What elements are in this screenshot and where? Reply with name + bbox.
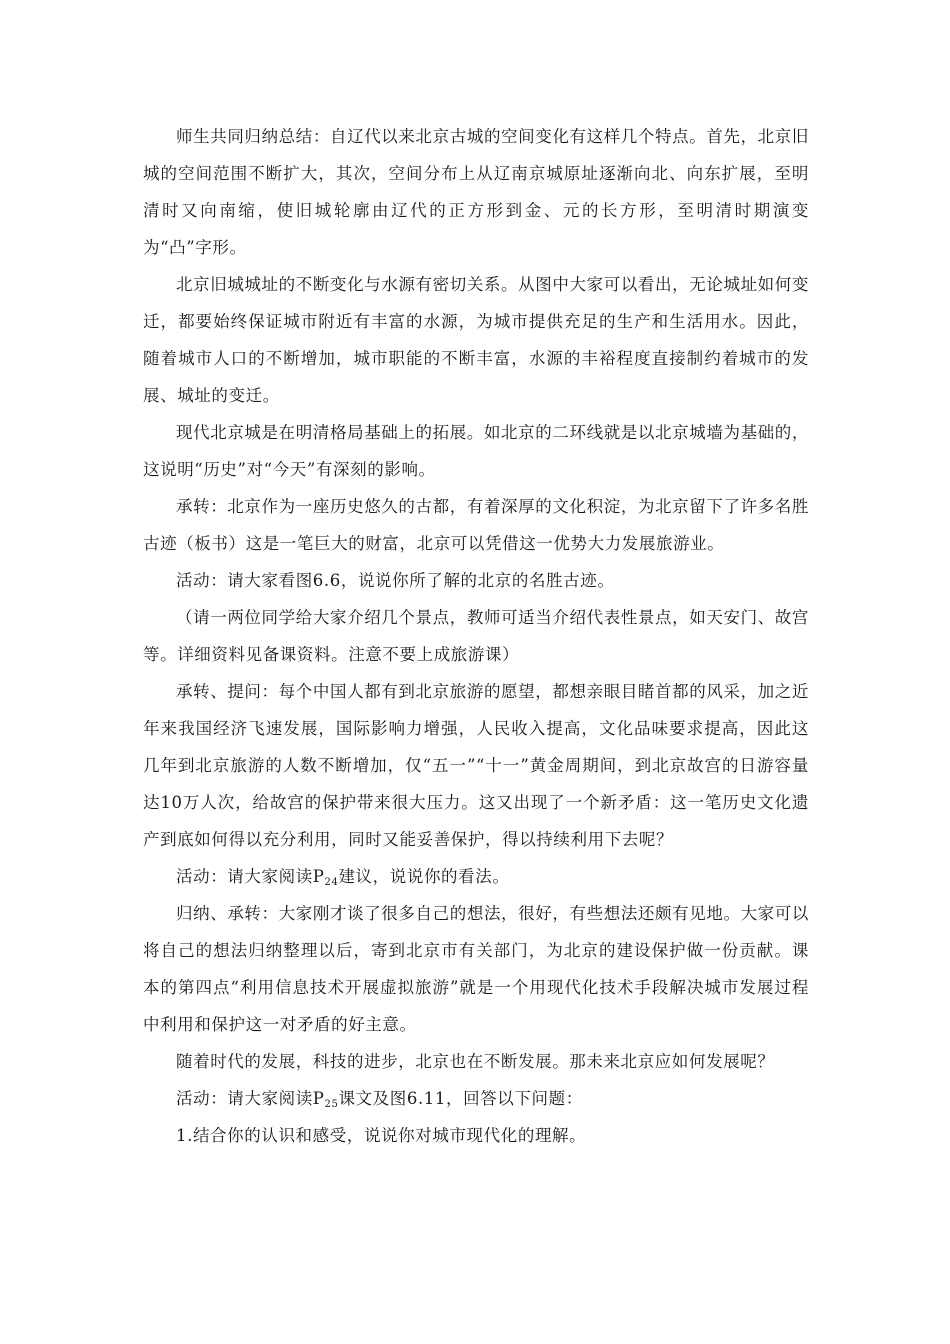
paragraph-question-1: 1.结合你的认识和感受，说说你对城市现代化的理解。	[176, 1126, 587, 1145]
page-ref-25: 25	[324, 1099, 339, 1110]
paragraph-summary: 师生共同归纳总结：自辽代以来北京古城的空间变化有这样几个特点。首先，北京旧城的空间范围不断扩大，其次，空间分布上从辽南京城原址逐渐向北、向东扩展，至明清时又向南缩，使旧城轮廓由辽代的正方形到金、元的长方形，至明清时期演变为“凸”字形。	[143, 127, 809, 257]
activity-p24-suffix: 建议，说说你的看法。	[338, 867, 510, 886]
paragraph-tourism-question: 承转、提问：每个中国人都有到北京旅游的愿望，都想亲眼目睹首都的风采，加之近年来我国经济飞速发展，国际影响力增强，人民收入提高，文化品味要求提高，因此这几年到北京旅游的人数不断增加，仅“五一”“十一”黄金周期间，到北京故宫的日游容量达10万人次，给故宫的保护带来很大压力。这又出现了一个新矛盾：这一笔历史文化遗产到底如何得以充分利用，同时又能妥善保护，得以持续利用下去呢？	[143, 682, 809, 849]
document-body	[143, 118, 809, 1154]
paragraph-teacher-note: （请一两位同学给大家介绍几个景点，教师可适当介绍代表性景点，如天安门、故宫等。详细资料见备课资料。注意不要上成旅游课）	[143, 608, 809, 664]
activity-p24-prefix: 活动：请大家阅读P	[176, 867, 325, 886]
paragraph-future: 随着时代的发展，科技的进步，北京也在不断发展。那未来北京应如何发展呢？	[176, 1052, 775, 1071]
activity-p25-prefix: 活动：请大家阅读P	[176, 1089, 325, 1108]
page-ref-24: 24	[324, 877, 339, 888]
paragraph-water-source: 北京旧城城址的不断变化与水源有密切关系。从图中大家可以看出，无论城址如何变迁，都要始终保证城市附近有丰富的水源，为城市提供充足的生产和生活用水。因此，随着城市人口的不断增加，城市职能的不断丰富，水源的丰裕程度直接制约着城市的发展、城址的变迁。	[143, 275, 809, 405]
paragraph-activity-p25	[143, 1080, 809, 1117]
paragraph-activity-p24	[143, 858, 809, 895]
paragraph-summary-transition: 归纳、承转：大家刚才谈了很多自己的想法，很好，有些想法还颇有见地。大家可以将自己的想法归纳整理以后，寄到北京市有关部门，为北京的建设保护做一份贡献。课本的第四点“利用信息技术开展虚拟旅游”就是一个用现代化技术手段解决城市发展过程中利用和保护这一对矛盾的好主意。	[143, 904, 809, 1034]
paragraph-transition-heritage: 承转：北京作为一座历史悠久的古都，有着深厚的文化积淀，为北京留下了许多名胜古迹（板书）这是一笔巨大的财富，北京可以凭借这一优势大力发展旅游业。	[143, 497, 809, 553]
paragraph-modern-beijing: 现代北京城是在明清格局基础上的拓展。如北京的二环线就是以北京城墙为基础的，这说明“历史”对“今天”有深刻的影响。	[143, 423, 809, 479]
paragraph-activity-figure: 活动：请大家看图6.6，说说你所了解的北京的名胜古迹。	[176, 571, 615, 590]
activity-p25-suffix: 课文及图6.11，回答以下问题：	[338, 1089, 583, 1108]
